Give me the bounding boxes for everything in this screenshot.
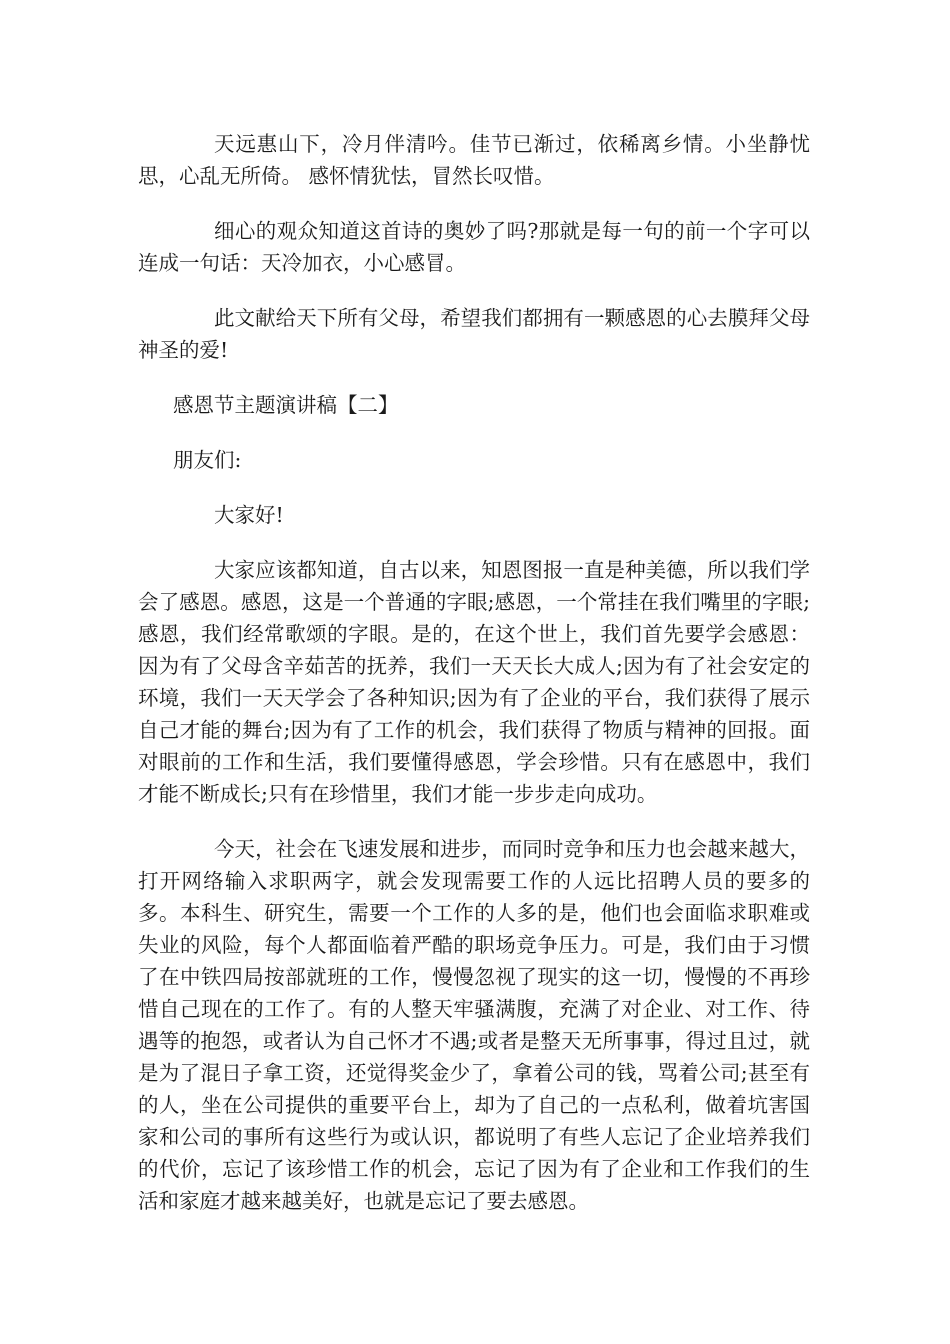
- poem-paragraph: 天远惠山下，冷月伴清吟。佳节已渐过，依稀离乡情。小坐静忧思，心乱无所倚。 感怀情犹怯，冒然长叹惜。: [138, 132, 810, 188]
- explanation-paragraph: 细心的观众知道这首诗的奥妙了吗?那就是每一句的前一个字可以连成一句话：天冷加衣，小心感冒。: [138, 219, 810, 275]
- body-paragraph: 大家应该都知道，自古以来，知恩图报一直是种美德，所以我们学会了感恩。感恩，这是一个普通的字眼;感恩，一个常挂在我们嘴里的字眼;感恩，我们经常歌颂的字眼。是的，在这个世上，我们首先要学会感恩：因为有了父母含辛茹苦的抚养，我们一天天长大成人;因为有了社会安定的环境，我们一天天学会了各种知识;因为有了企业的平台，我们获得了展示自己才能的舞台;因为有了工作的机会，我们获得了物质与精神的回报。面对眼前的工作和生活，我们要懂得感恩，学会珍惜。只有在感恩中，我们才能不断成长;只有在珍惜里，我们才能一步步走向成功。: [138, 558, 810, 806]
- section-title: 感恩节主题演讲稿【二】: [173, 393, 399, 417]
- body-paragraph: 今天，社会在飞速发展和进步，而同时竞争和压力也会越来越大，打开网络输入求职两字，就会发现需要工作的人远比招聘人员的要多的多。本科生、研究生，需要一个工作的人多的是，他们也会面临求职难或失业的风险，每个人都面临着严酷的职场竞争压力。可是，我们由于习惯了在中铁四局按部就班的工作，慢慢忽视了现实的这一切，慢慢的不再珍惜自己现在的工作了。有的人整天牢骚满腹，充满了对企业、对工作、待遇等的抱怨，或者认为自己怀才不遇;或者是整天无所事事，得过且过，就是为了混日子拿工资，还觉得奖金少了，拿着公司的钱，骂着公司;甚至有的人，坐在公司提供的重要平台上，却为了自己的一点私利，做着坑害国家和公司的事所有这些行为或认识，都说明了有些人忘记了企业培养我们的代价，忘记了该珍惜工作的机会，忘记了因为有了企业和工作我们的生活和家庭才越来越美好，也就是忘记了要去感恩。: [138, 837, 810, 1213]
- document-page: [138, 128, 810, 1240]
- greeting-line: 大家好!: [214, 503, 284, 527]
- dedication-paragraph: 此文献给天下所有父母，希望我们都拥有一颗感恩的心去膜拜父母神圣的爱!: [138, 306, 810, 362]
- salutation: 朋友们:: [173, 448, 242, 472]
